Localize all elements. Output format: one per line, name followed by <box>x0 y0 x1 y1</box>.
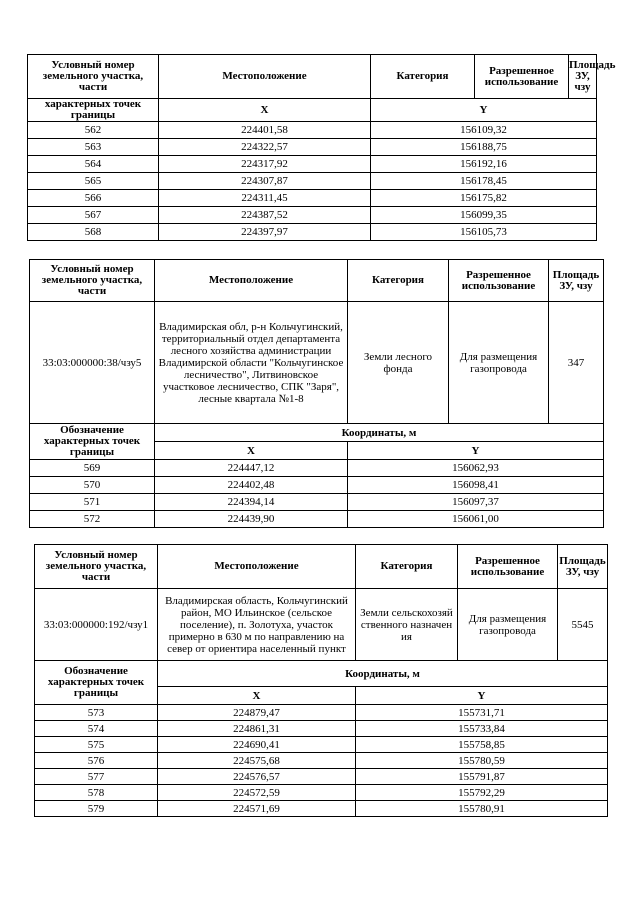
point-number: 571 <box>30 494 155 511</box>
y-value: 155792,29 <box>356 785 608 801</box>
point-number: 562 <box>28 122 159 139</box>
parcel-category: Земли сельскохозяйственного назначения <box>356 589 458 661</box>
header-location: Местоположение <box>155 260 348 302</box>
x-value: 224879,47 <box>158 705 356 721</box>
parcel-use: Для размещения газопровода <box>449 302 549 424</box>
header-parcel-number: Условный номер земельного участка, части <box>35 545 158 589</box>
y-value: 155780,59 <box>356 753 608 769</box>
y-value: 155733,84 <box>356 721 608 737</box>
x-value: 224447,12 <box>155 460 348 477</box>
header-location: Местоположение <box>158 545 356 589</box>
table-row <box>30 477 604 494</box>
point-number: 563 <box>28 139 159 156</box>
x-value: 224861,31 <box>158 721 356 737</box>
header-category: Категория <box>356 545 458 589</box>
points-label: Обозначение характерных точек границы <box>30 424 155 460</box>
table-row <box>35 721 608 737</box>
y-label: Y <box>356 687 608 705</box>
table-block-1 <box>27 54 616 241</box>
point-number: 565 <box>28 173 159 190</box>
table-row <box>30 460 604 477</box>
table-row <box>30 511 604 528</box>
point-number: 567 <box>28 207 159 224</box>
x-value: 224397,97 <box>159 224 371 241</box>
header-permitted-use: Разрешенное использование <box>449 260 549 302</box>
table-row <box>28 207 597 224</box>
table-header-row <box>28 55 597 99</box>
x-label: X <box>159 99 371 122</box>
x-value: 224311,45 <box>159 190 371 207</box>
table-row <box>28 122 597 139</box>
table-row <box>35 801 608 817</box>
coordinates-table-2 <box>29 259 604 528</box>
parcel-area: 5545 <box>558 589 608 661</box>
y-value: 156175,82 <box>371 190 597 207</box>
x-value: 224690,41 <box>158 737 356 753</box>
point-number: 566 <box>28 190 159 207</box>
y-value: 156178,45 <box>371 173 597 190</box>
header-area: Площадь ЗУ, чзу <box>549 260 604 302</box>
y-label: Y <box>371 99 597 122</box>
point-number: 576 <box>35 753 158 769</box>
parcel-category: Земли лесного фонда <box>348 302 449 424</box>
x-label: X <box>155 442 348 460</box>
x-value: 224576,57 <box>158 769 356 785</box>
y-value: 156192,16 <box>371 156 597 173</box>
x-value: 224307,87 <box>159 173 371 190</box>
table-row <box>28 190 597 207</box>
points-label: характерных точек границы <box>28 99 159 122</box>
y-value: 155758,85 <box>356 737 608 753</box>
table-block-2 <box>29 259 603 528</box>
parcel-id: 33:03:000000:192/чзу1 <box>35 589 158 661</box>
header-category: Категория <box>348 260 449 302</box>
y-value: 156098,41 <box>348 477 604 494</box>
header-permitted-use: Разрешенное использование <box>475 55 569 99</box>
x-value: 224402,48 <box>155 477 348 494</box>
x-value: 224317,92 <box>159 156 371 173</box>
y-value: 156061,00 <box>348 511 604 528</box>
header-area: Площадь ЗУ, чзу <box>569 55 597 99</box>
table-row <box>35 769 608 785</box>
table-row <box>35 753 608 769</box>
parcel-location: Владимирская обл, р-н Кольчугинский, территориальный отдел департамента лесного хозяйства администрации Владимирской области "Кольчугинское лесничество", Литвиновское участковое лесничество, СПК "Заря", лесные квартала №1-8 <box>155 302 348 424</box>
table-row <box>35 705 608 721</box>
coords-header-row <box>30 424 604 442</box>
parcel-id: 33:03:000000:38/чзу5 <box>30 302 155 424</box>
y-value: 156099,35 <box>371 207 597 224</box>
coords-header-row <box>35 661 608 687</box>
header-location: Местоположение <box>159 55 371 99</box>
point-number: 570 <box>30 477 155 494</box>
x-value: 224401,58 <box>159 122 371 139</box>
parcel-location: Владимирская область, Кольчугинский район, МО Ильинское (сельское поселение), п. Золотуха, участок примерно в 630 м по направлению на север от ориентира населенный пункт <box>158 589 356 661</box>
point-number: 569 <box>30 460 155 477</box>
coordinates-table-1 <box>27 54 616 241</box>
x-value: 224439,90 <box>155 511 348 528</box>
y-value: 155780,91 <box>356 801 608 817</box>
parcel-row <box>35 589 608 661</box>
y-value: 155731,71 <box>356 705 608 721</box>
table-row <box>30 494 604 511</box>
coords-label: Координаты, м <box>155 424 604 442</box>
table-row <box>28 139 597 156</box>
x-value: 224394,14 <box>155 494 348 511</box>
y-label: Y <box>348 442 604 460</box>
axis-header-row <box>28 99 597 122</box>
header-permitted-use: Разрешенное использование <box>458 545 558 589</box>
parcel-area: 347 <box>549 302 604 424</box>
x-value: 224572,59 <box>158 785 356 801</box>
table-row <box>28 156 597 173</box>
point-number: 568 <box>28 224 159 241</box>
table-row <box>35 785 608 801</box>
x-label: X <box>158 687 356 705</box>
table-header-row <box>30 260 604 302</box>
y-value: 156105,73 <box>371 224 597 241</box>
coords-label: Координаты, м <box>158 661 608 687</box>
parcel-use: Для размещения газопровода <box>458 589 558 661</box>
header-parcel-number: Условный номер земельного участка, части <box>30 260 155 302</box>
y-value: 156109,32 <box>371 122 597 139</box>
point-number: 572 <box>30 511 155 528</box>
point-number: 575 <box>35 737 158 753</box>
parcel-row <box>30 302 604 424</box>
point-number: 573 <box>35 705 158 721</box>
y-value: 156097,37 <box>348 494 604 511</box>
y-value: 155791,87 <box>356 769 608 785</box>
x-value: 224575,68 <box>158 753 356 769</box>
x-value: 224571,69 <box>158 801 356 817</box>
table-row <box>35 737 608 753</box>
table-block-3 <box>34 544 607 817</box>
y-value: 156062,93 <box>348 460 604 477</box>
point-number: 577 <box>35 769 158 785</box>
header-parcel-number: Условный номер земельного участка, части <box>28 55 159 99</box>
point-number: 579 <box>35 801 158 817</box>
header-area: Площадь ЗУ, чзу <box>558 545 608 589</box>
x-value: 224387,52 <box>159 207 371 224</box>
y-value: 156188,75 <box>371 139 597 156</box>
point-number: 574 <box>35 721 158 737</box>
point-number: 578 <box>35 785 158 801</box>
header-category: Категория <box>371 55 475 99</box>
points-label: Обозначение характерных точек границы <box>35 661 158 705</box>
table-header-row <box>35 545 608 589</box>
x-value: 224322,57 <box>159 139 371 156</box>
point-number: 564 <box>28 156 159 173</box>
table-row <box>28 173 597 190</box>
coordinates-table-3 <box>34 544 608 817</box>
table-row <box>28 224 597 241</box>
